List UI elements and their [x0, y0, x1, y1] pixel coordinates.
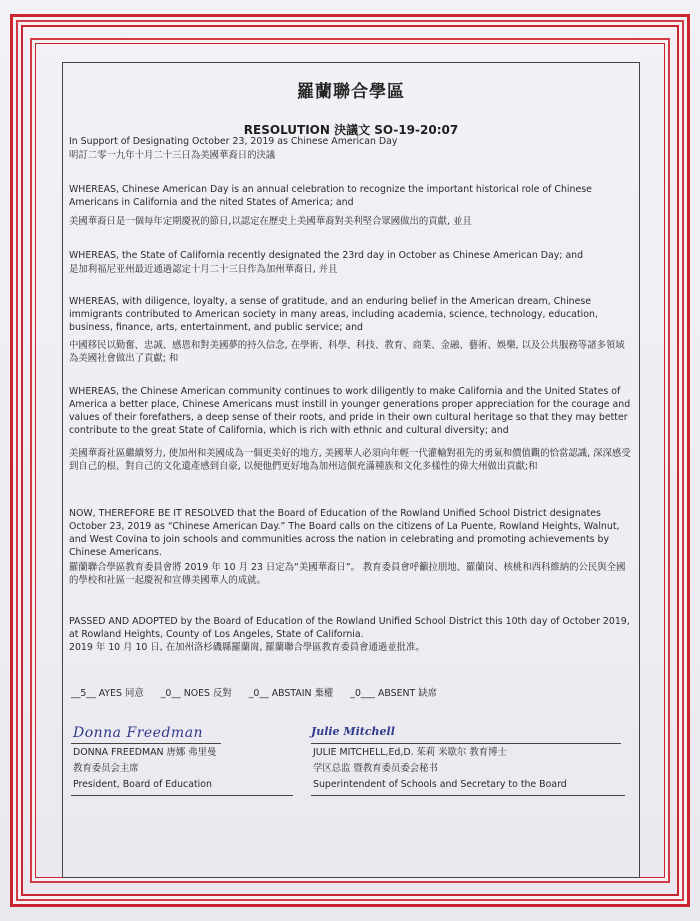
district-title: 羅蘭聯合學區 — [297, 82, 405, 102]
subtitle-zh: 明訂二零一九年十月二十三日為美國華裔日的決議 — [69, 150, 276, 161]
signature-line-right — [311, 743, 621, 744]
resolved-zh: 羅蘭聯合學區教育委員會將 2019 年 10 月 23 日定為“美國華裔日”。 教育委員會呼籲拉朋地、羅蘭岗、核桃和西科維納的公民與全國的學校和社區一起慶祝和宣傳美國華人的成就。 — [69, 562, 626, 586]
signature-julie-mitchell: Julie Mitchell — [311, 725, 395, 738]
signer-left-title-en: President, Board of Education — [73, 779, 212, 790]
votes-noes: _0__ NOES 反對 — [160, 688, 232, 699]
passed-zh: 2019 年 10 月 10 日, 在加州洛杉磯縣羅蘭崗, 羅蘭聯合學區教育委員會通過並批准。 — [69, 642, 425, 653]
signer-right-name: JULIE MITCHELL,Ed,D. 茱莉 米歇尔 教育博士 — [313, 747, 507, 758]
votes-absent: _0___ ABSENT 缺席 — [350, 688, 437, 699]
whereas-2-zh: 是加利福尼亚州最近通過認定十月二十三日作為加州華裔日, 并且 — [69, 264, 338, 275]
whereas-2-en: WHEREAS, the State of California recently designated the 23rd day in October as Chinese American Day; and — [69, 250, 584, 261]
signer-right-title-zh: 学区总监 暨教育委员委会秘书 — [313, 763, 438, 774]
vote-tally — [71, 685, 451, 699]
resolution-body — [62, 62, 640, 878]
whereas-1-zh: 美國華裔日是一個每年定期慶祝的節日,以認定在歷史上美國華裔對美利堅合眾國做出的貢獻, 並且 — [69, 216, 472, 227]
resolved-en: NOW, THEREFORE BE IT RESOLVED that the Board of Education of the Rowland Unified School District designates October 23, 2019 as “Chinese American Day.” The Board calls on the citizens of La Puente, Rowland Heights, Walnut, and West Covina to join schools and communities across the nation in celebrating and promoting achievements by Chinese Americans. — [69, 508, 620, 558]
signer-right-title-en: Superintendent of Schools and Secretary to the Board — [313, 779, 567, 790]
signer-left-title-zh: 教育委员会主席 — [73, 763, 139, 774]
signer-left-name: DONNA FREEDMAN 唐娜 弗里曼 — [73, 747, 217, 758]
whereas-4-en: WHEREAS, the Chinese American community continues to work diligently to make California and the United States of America a better place, Chinese Americans must instill in younger generations proper appreciation for the courage and values of their forefathers, a deep sense of their roots, and pride in their own cultural heritage so that they may better contribute to the great State of California, which is rich with ethnic and cultural diversity; and — [69, 386, 631, 436]
whereas-3-zh: 中國移民以勤奮、忠誠、感恩和對美國夢的持久信念, 在學術、科學、科技、教育、商業、金融、藝術、娛樂, 以及公共服務等諸多領域為美國社會做出了貢獻; 和 — [69, 340, 625, 364]
whereas-3-en: WHEREAS, with diligence, loyalty, a sense of gratitude, and an enduring belief in the American dream, Chinese immigrants contributed to American society in many areas, including academia, science, technology, education, business, finance, arts, entertainment, and public service; and — [69, 296, 598, 333]
signature-donna-freedman: Donna Freedman — [73, 725, 204, 741]
underline-right — [311, 795, 625, 796]
whereas-4-zh: 美國華裔社區繼續努力, 使加州和美國成為一個更美好的地方, 美國華人必須向年輕一代灌輸對祖先的勇氣和價值觀的恰當認識, 深深感受到自己的根、對自己的文化遺產感到自豪, 以便他們更好地為加州這個充滿種族和文化多樣性的偉大州做出貢獻;和 — [69, 448, 631, 472]
underline-left — [71, 795, 293, 796]
votes-ayes: __5__ AYES 同意 — [71, 688, 144, 699]
votes-abstain: _0__ ABSTAIN 棄權 — [248, 688, 334, 699]
subtitle-en: In Support of Designating October 23, 2019 as Chinese American Day — [69, 136, 398, 147]
whereas-1-en: WHEREAS, Chinese American Day is an annual celebration to recognize the important historical role of Chinese Americans in California and the nited States of America; and — [69, 184, 592, 208]
resolution-heading: RESOLUTION 決議文 SO-19-20:07 — [243, 123, 459, 137]
signature-line-left — [71, 743, 221, 744]
passed-en: PASSED AND ADOPTED by the Board of Education of the Rowland Unified School District this 10th day of October 2019, at Rowland Heights, County of Los Angeles, State of California. — [69, 616, 630, 640]
